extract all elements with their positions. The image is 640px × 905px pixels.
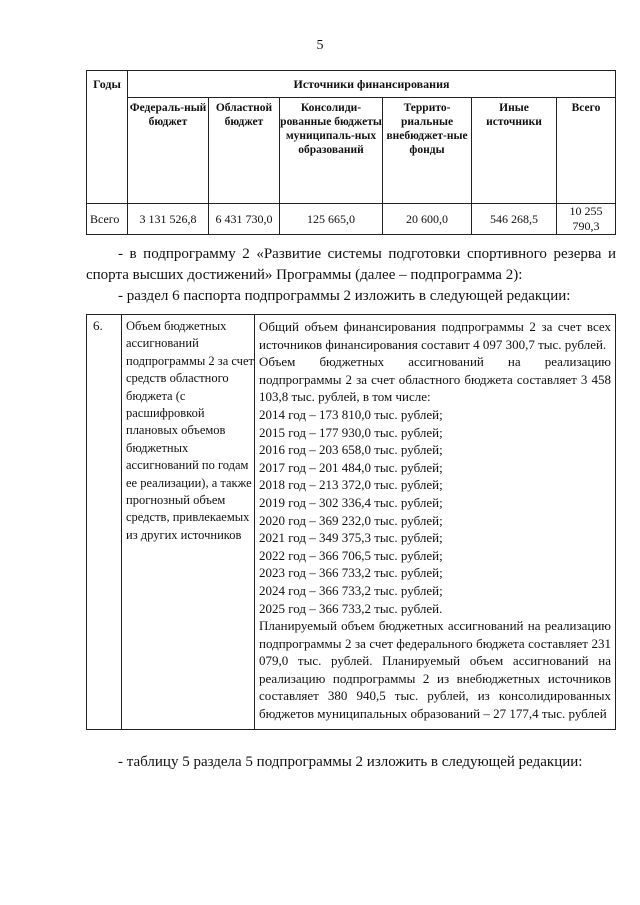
header-years: Годы <box>87 71 128 204</box>
cell-municipal: 125 665,0 <box>280 204 383 235</box>
year-line: 2017 год – 201 484,0 тыс. рублей; <box>259 459 443 475</box>
year-line: 2022 год – 366 706,5 тыс. рублей; <box>259 547 443 563</box>
header-regional: Областной бюджет <box>209 98 280 204</box>
year-line: 2015 год – 177 930,0 тыс. рублей; <box>259 424 443 440</box>
paragraph-subprogram: - в подпрограмму 2 «Развитие системы подготовки спортивного резерва и спорта высших достижений» Программы (далее – подпрограмма 2): <box>86 246 616 283</box>
table-row <box>87 315 616 730</box>
row-label: Объем бюджетных ассигнований подпрограммы 2 за счет средств областного бюджета (с расшифровкой плановых объемов бюджетных ассигнований по годам ее реализации), а также прогнозный объем средств, привлекаемых из других источников <box>122 315 255 730</box>
paragraph-section: - раздел 6 паспорта подпрограммы 2 изложить в следующей редакции: <box>118 288 571 304</box>
cell-other-sources: 546 268,5 <box>472 204 557 235</box>
year-line: 2014 год – 173 810,0 тыс. рублей; <box>259 406 443 422</box>
total-financing-text: Общий объем финансирования подпрограммы 2 за счет всех источников финансирования составит 4 097 300,7 тыс. рублей. <box>259 319 611 352</box>
cell-total: 10 255 790,3 <box>557 204 616 235</box>
year-line: 2016 год – 203 658,0 тыс. рублей; <box>259 442 443 458</box>
row-label: Всего <box>87 204 128 235</box>
cell-extrabudget-funds: 20 600,0 <box>383 204 472 235</box>
paragraph-table5: - таблицу 5 раздела 5 подпрограммы 2 изложить в следующей редакции: <box>118 754 583 770</box>
row-content <box>255 315 616 730</box>
year-line: 2021 год – 349 375,3 тыс. рублей; <box>259 530 443 546</box>
funding-table <box>86 70 616 235</box>
page-number: 5 <box>316 38 324 53</box>
row-number: 6. <box>87 315 122 730</box>
cell-federal: 3 131 526,8 <box>128 204 209 235</box>
header-total: Всего <box>557 98 616 204</box>
passport-table <box>86 314 616 730</box>
planned-funding-text: Планируемый объем бюджетных ассигнований на реализацию подпрограммы 2 за счет федерального бюджета составляет 231 079,0 тыс. рублей. Планируемый объем ассигнований на реализацию подпрограммы 2 из внебюджетных источников составляет 380 940,5 тыс. рублей, из консолидированных бюджетов муниципальных образований – 27 177,4 тыс. рублей <box>259 618 611 722</box>
year-line: 2018 год – 213 372,0 тыс. рублей; <box>259 477 443 493</box>
header-federal: Федераль-ный бюджет <box>128 98 209 204</box>
year-line: 2020 год – 369 232,0 тыс. рублей; <box>259 512 443 528</box>
header-extrabudget-funds: Террито-риальные внебюджет-ные фонды <box>383 98 472 204</box>
year-line: 2019 год – 302 336,4 тыс. рублей; <box>259 494 443 510</box>
year-line: 2023 год – 366 733,2 тыс. рублей; <box>259 565 443 581</box>
year-line: 2025 год – 366 733,2 тыс. рублей. <box>259 600 443 616</box>
header-municipal: Консолиди-рованные бюджеты муниципаль-ных образований <box>280 98 383 204</box>
header-other-sources: Иные источники <box>472 98 557 204</box>
header-sources: Источники финансирования <box>128 71 616 98</box>
table-row <box>87 204 616 235</box>
year-line: 2024 год – 366 733,2 тыс. рублей; <box>259 582 443 598</box>
regional-budget-text: Объем бюджетных ассигнований на реализацию подпрограммы 2 за счет областного бюджета составляет 3 458 103,8 тыс. рублей, в том числе: <box>259 354 611 405</box>
cell-regional: 6 431 730,0 <box>209 204 280 235</box>
